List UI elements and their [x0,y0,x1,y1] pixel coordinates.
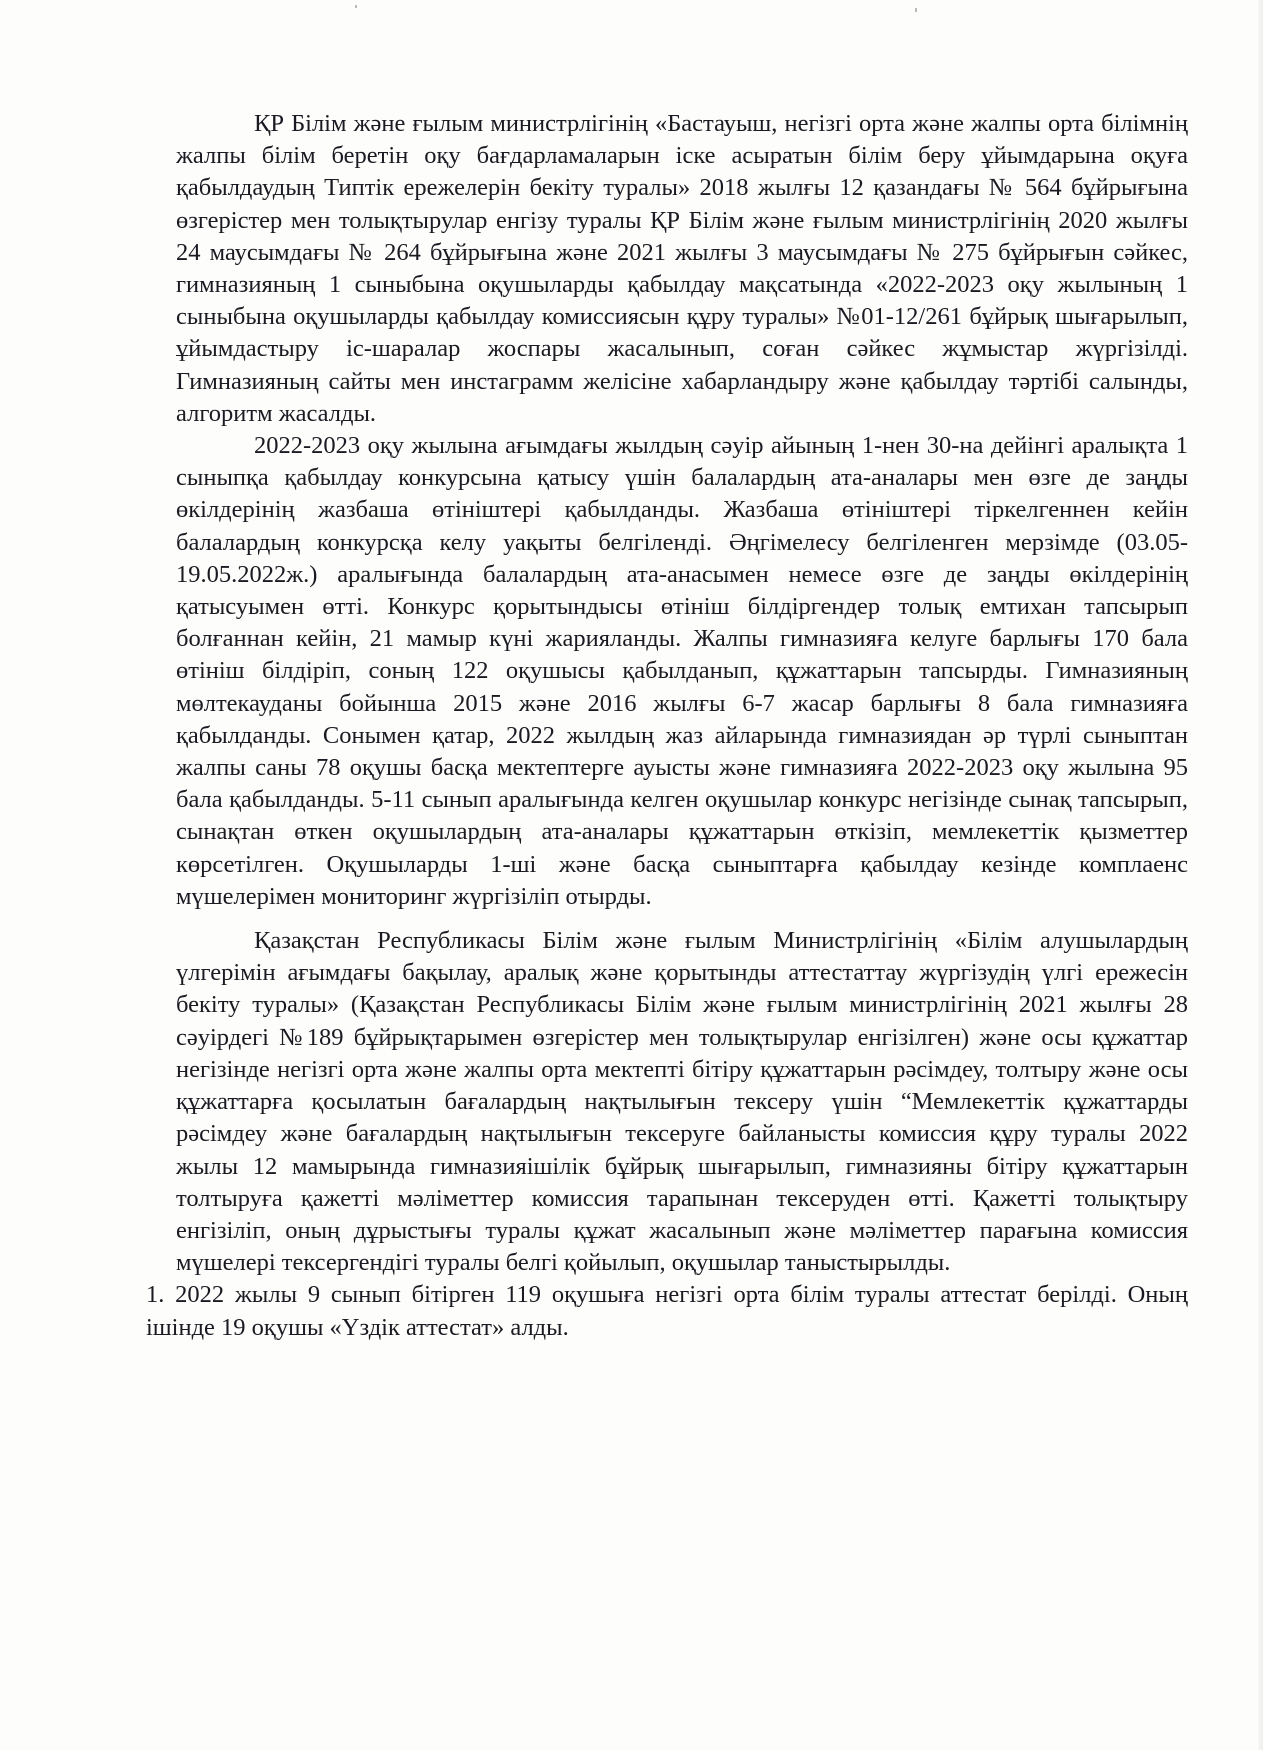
list-item-attestat: 1. 2022 жылы 9 сынып бітірген 119 оқушыға негізгі орта білім туралы аттестат берілді. Оның ішінде 19 оқушы «Үздік аттестат» алды. [146,1281,1188,1341]
page-edge [1258,0,1263,1750]
paragraph-admission-rules: ҚР Білім және ғылым министрлігінің «Бастауыш, негізгі орта және жалпы орта білімнің жалпы білім беретін оқу бағдарламаларын іске асыратын білім беру ұйымдарына оқуға қабылдаудың Типтік ережелерін бекіту туралы» 2018 жылғы 12 қазандағы № 564 бұйрығына өзгерістер мен толықтырулар енгізу туралы ҚР Білім және ғылым министрлігінің 2020 жылғы 24 маусымдағы № 264 бұйрығына және 2021 жылғы 3 маусымдағы № 275 бұйрығын сәйкес, гимназияның 1 сыныбына оқушыларды қабылдау мақсатында «2022-2023 оқу жылының 1 сыныбына оқушыларды қабылдау комиссиясын құру туралы» №01-12/261 бұйрық шығарылып, ұйымдастыру іс-шаралар жоспары жасалынып, соған сәйкес жұмыстар жүргізілді. Гимназияның сайты мен инстаграмм желісіне хабарландыру және қабылдау тәртібі салынды, алгоритм жасалды. [176,110,1188,427]
paragraph-certification: Қазақстан Республикасы Білім және ғылым Министрлігінің «Білім алушылардың үлгерімін ағымдағы бақылау, аралық және қорытынды аттестаттау жүргізудің үлгі ережесін бекіту туралы» (Қазақстан Республикасы Білім және ғылым министрлігінің 2021 жылғы 28 сәуірдегі №189 бұйрықтарымен өзгерістер мен толықтырулар енгізілген) және осы құжаттар негізінде негізгі орта және жалпы орта мектепті бітіру құжаттарын рәсімдеу, толтыру және осы құжаттарға қосылатын бағалардың нақтылығын тексеру үшін “Мемлекеттік құжаттарды рәсімдеу және бағалардың нақтылығын тексеруге байланысты комиссия құру туралы 2022 жылы 12 мамырында гимназияішілік бұйрық шығарылып, гимназияны бітіру құжаттарын толтыруға қажетті мәліметтер комиссия тарапынан тексеруден өтті. Қажетті толықтыру енгізіліп, оның дұрыстығы туралы құжат жасалынып және мәліметтер парағына комиссия мүшелері тексергендігі туралы белгі қойылып, оқушылар таныстырылды. [176,927,1188,1277]
scan-speck [355,5,357,8]
document-body [146,108,1188,1344]
scan-speck [915,8,917,12]
paragraph-first-grade-admission: 2022-2023 оқу жылына ағымдағы жылдың сәуір айының 1-нен 30-на дейінгі аралықта 1 сыныпқа қабылдау конкурсына қатысу үшін балалардың ата-аналары мен өзге де заңды өкілдерінің жазбаша өтініштері қабылданды. Жазбаша өтініштері тіркелгеннен кейін балалардың конкурсқа келу уақыты белгіленді. Әңгімелесу белгіленген мерзімде (03.05-19.05.2022ж.) аралығында балалардың ата-анасымен немесе өзге де заңды өкілдерінің қатысуымен өтті. Конкурс қорытындысы өтініш білдіргендер толық емтихан тапсырып болғаннан кейін, 21 мамыр күні жарияланды. Жалпы гимназияға келуге барлығы 170 бала өтініш білдіріп, соның 122 оқушысы қабылданып, құжаттарын тапсырды. Гимназияның мөлтекауданы бойынша 2015 және 2016 жылғы 6-7 жасар барлығы 8 бала гимназияға қабылданды. Сонымен қатар, 2022 жылдың жаз айларында гимназиядан әр түрлі сыныптан жалпы саны 78 оқушы басқа мектептерге ауысты және гимназияға 2022-2023 оқу жылына 95 бала қабылданды. 5-11 сынып аралығында келген оқушылар конкурс негізінде сынақ тапсырып, сынақтан өткен оқушылардың ата-аналары құжаттарын өткізіп, мемлекеттік қызметтер көрсетілген. Оқушыларды 1-ші және басқа сыныптарға қабылдау кезінде комплаенс мүшелерімен мониторинг жүргізіліп отырды. [176,432,1188,910]
